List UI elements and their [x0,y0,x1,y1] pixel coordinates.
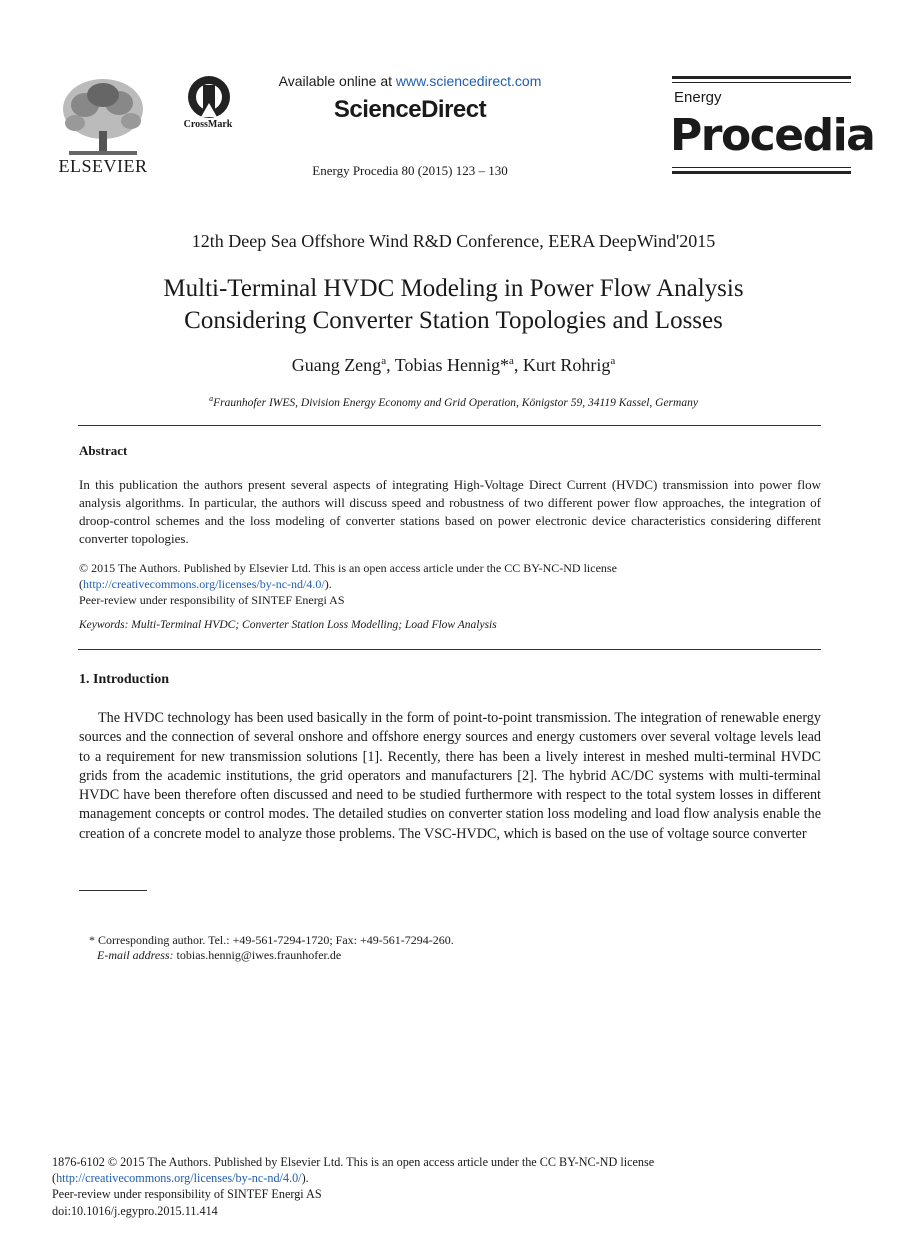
author-affiliation-mark: a [381,355,387,367]
email-label: E-mail address: [97,948,174,962]
keywords: Keywords: Multi-Terminal HVDC; Converter Station Loss Modelling; Load Flow Analysis [79,619,497,631]
paper-title-line: Multi-Terminal HVDC Modeling in Power Flow Analysis [163,275,744,302]
paren-close: ). [301,1171,309,1186]
bottom-license-link[interactable]: http://creativecommons.org/licenses/by-nc-nd/4.0/ [56,1171,302,1186]
affiliation-text: Fraunhofer IWES, Division Energy Economy and Grid Operation, Königstor 59, 34119 Kassel, Germany [213,396,698,409]
corresponding-author-note: * Corresponding author. Tel.: +49-561-7294-1720; Fax: +49-561-7294-260. [89,933,454,947]
journal-logo-rule [672,171,851,174]
journal-logo-procedia: Procedia [670,110,875,161]
affiliation-mark: a [209,394,214,403]
author-list [60,355,847,376]
license-link[interactable]: http://creativecommons.org/licenses/by-nc-nd/4.0/ [83,577,325,591]
paper-title [60,273,847,337]
author-affiliation-mark: a [509,355,514,367]
author-name: Guang Zeng [291,355,382,375]
crossmark-label: CrossMark [183,119,233,130]
section-divider [78,649,821,650]
bottom-license-block [52,1154,812,1219]
email-note [97,948,341,963]
author-separator: , [386,355,395,375]
journal-logo-energy: Energy [674,89,722,106]
introduction-text: The HVDC technology has been used basically in the form of point-to-point transmission. The integration of renewable energy sources and the connection of several onshore and offshore energy sources and energy customers over several voltage levels lead to a requirement for new transmission solutions [1]. Recently, there has been a lively interest in meshed multi-terminal HVDC grids from the academic institutions, the grid operators and manufacturers [2]. The hybrid AC/DC systems with multi-terminal HVDC have been therefore often discussed and need to be studied furthermore with respect to the total system losses in different management concepts or control modes. The detailed studies on converter station loss modeling and load flow analysis enable the creation of a concrete model to analyze those problems. The VSC-HVDC, which is based on the use of voltage source converter [79,710,821,842]
journal-logo-rule [672,76,851,79]
license-block [79,560,821,608]
license-line: © 2015 The Authors. Published by Elsevier Ltd. This is an open access article under the CC BY-NC-ND license [79,561,617,575]
publisher-name: ELSEVIER [58,156,148,176]
affiliation [60,394,847,409]
bottom-license-line: 1876-6102 © 2015 The Authors. Published by Elsevier Ltd. This is an open access article under the CC BY-NC-ND license [52,1155,655,1169]
author-name: Kurt Rohrig [522,355,611,375]
journal-citation: Energy Procedia 80 (2015) 123 – 130 [312,163,508,178]
abstract-text: In this publication the authors present several aspects of integrating High-Voltage Direct Current (HVDC) transmission into power flow analysis algorithms. In particular, the authors will discuss speed and robustness of two different power flow approaches, the integration of droop-control schemes and the loss modeling of converter stations based on power electronic device characteristics considering different converter topologies. [79,477,821,546]
sciencedirect-link[interactable]: www.sciencedirect.com [395,73,542,89]
paren-open: ( [79,577,83,591]
available-prefix: Available online at [278,73,396,89]
bottom-license-link-line [52,1170,812,1186]
paren-open: ( [52,1171,57,1186]
section-divider [78,425,821,426]
paren-close: ). [324,577,332,591]
peer-review-line: Peer-review under responsibility of SINTEF Energi AS [79,593,345,607]
email-address[interactable]: tobias.hennig@iwes.fraunhofer.de [176,948,342,962]
doi[interactable]: doi:10.1016/j.egypro.2015.11.414 [52,1203,218,1218]
author-name: Tobias Hennig* [394,355,509,375]
abstract-heading: Abstract [79,443,128,458]
journal-logo-rule [672,167,851,168]
conference-name: 12th Deep Sea Offshore Wind R&D Conference, EERA DeepWind'2015 [191,231,716,251]
available-online [250,73,570,89]
footnote-rule [79,890,147,891]
bottom-peer-review: Peer-review under responsibility of SINTEF Energi AS [52,1187,322,1202]
author-affiliation-mark: a [610,355,616,367]
section-heading: 1. Introduction [79,672,169,687]
license-link-line [79,576,821,592]
author-separator: , [513,355,523,375]
paper-title-line: Considering Converter Station Topologies and Losses [184,307,723,334]
journal-logo-rule [672,82,851,83]
sciencedirect-logo: ScienceDirect [333,96,487,123]
